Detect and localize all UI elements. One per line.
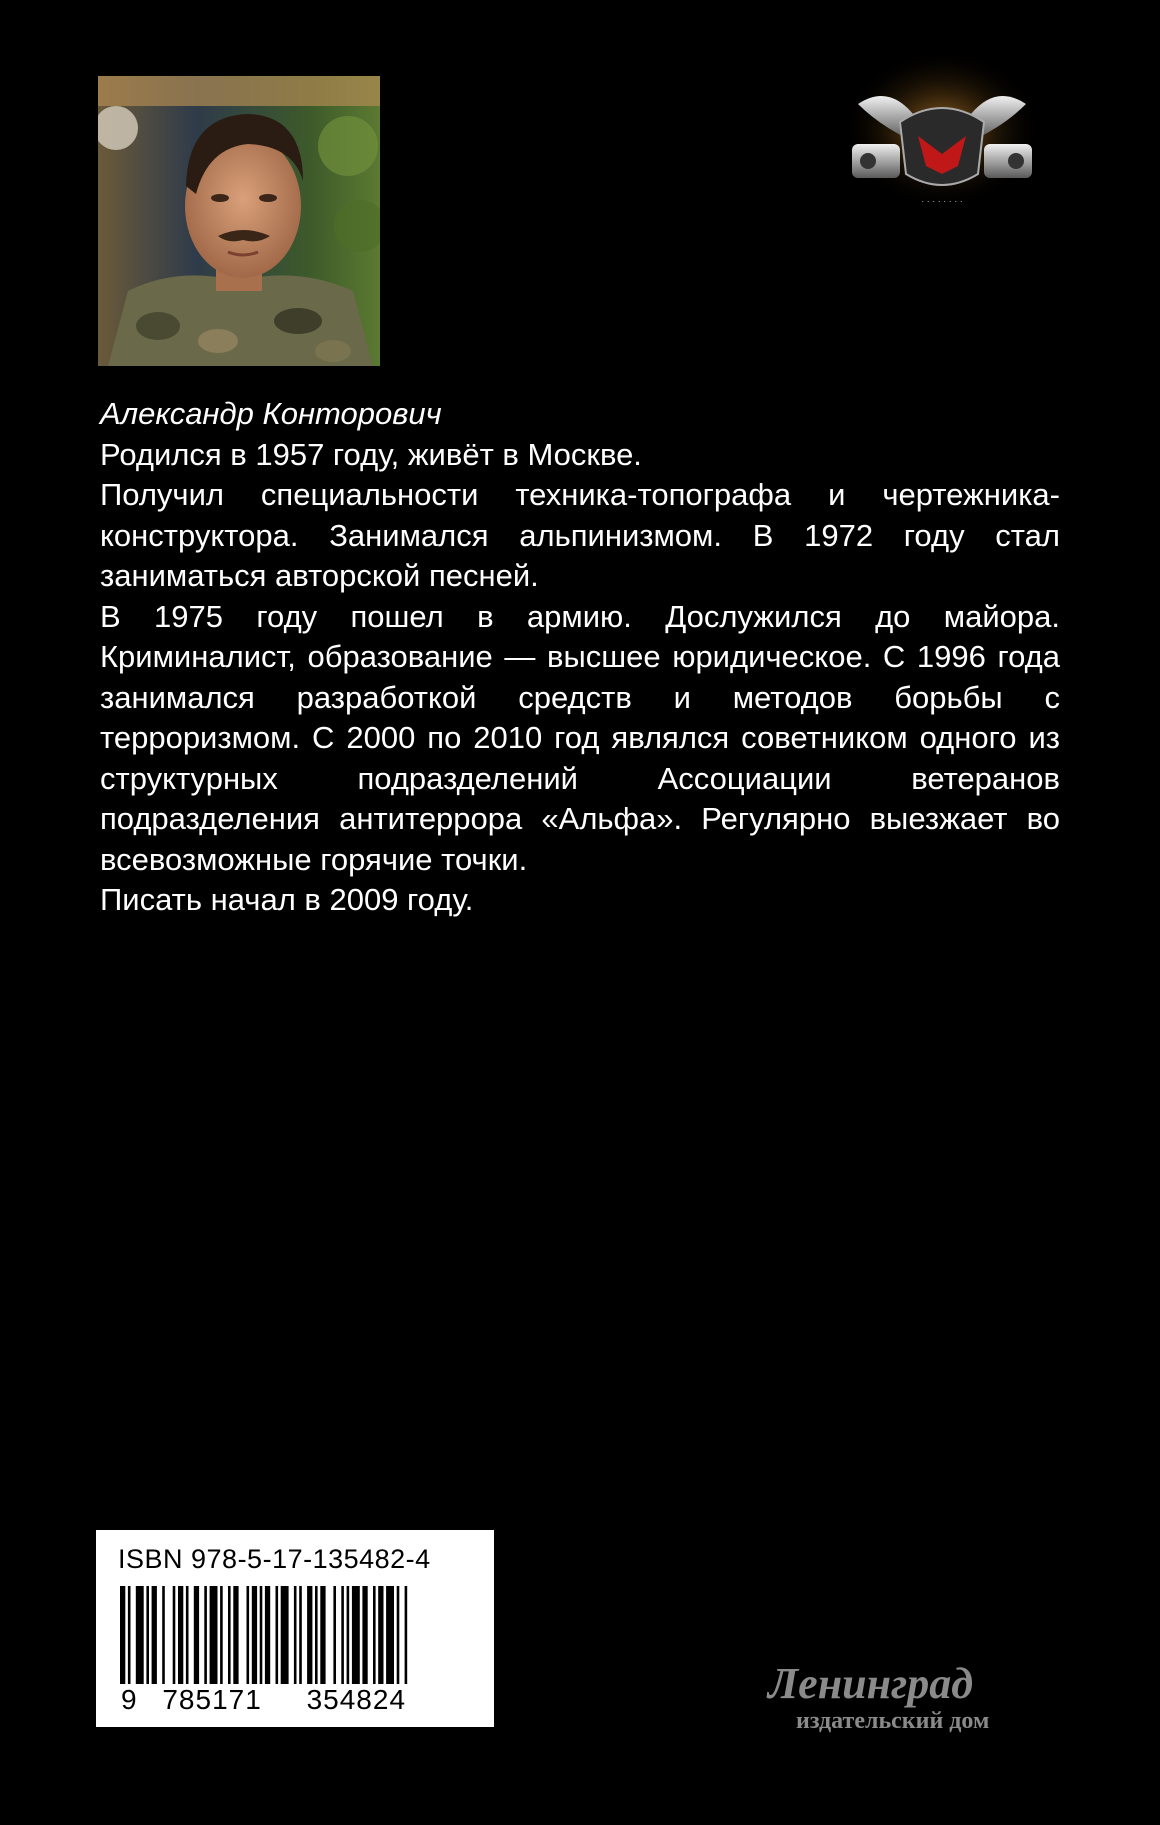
barcode-digits-left: 785171 bbox=[159, 1684, 264, 1715]
barcode-bar bbox=[228, 1586, 231, 1696]
publisher-logo bbox=[760, 1656, 1050, 1738]
barcode-bar bbox=[173, 1586, 176, 1696]
barcode-digit-first: 9 bbox=[118, 1684, 141, 1715]
bio-paragraph: В 1975 году пошел в армию. Дослужился до майора. Криминалист, образование — высшее юридическое. С 1996 года занимался разработкой средств и методов борьбы с терроризмом. С 2000 по 2010 год являлся советником одного из структурных подразделений Ассоциации ветеранов подразделения антитеррора «Альфа». Регулярно выезжает во всевозможные горячие точки. bbox=[100, 598, 1060, 877]
barcode-bar bbox=[247, 1586, 250, 1696]
svg-text:· · · · · · · ·: · · · · · · · · bbox=[921, 196, 963, 206]
barcode-bar bbox=[281, 1586, 289, 1696]
barcode-bar bbox=[405, 1586, 408, 1696]
barcode-bar bbox=[397, 1586, 400, 1696]
barcode-bar bbox=[333, 1586, 336, 1696]
barcode-bar bbox=[120, 1586, 125, 1696]
barcode-bar bbox=[373, 1586, 376, 1696]
isbn-number: ISBN 978-5-17-135482-4 bbox=[118, 1544, 431, 1574]
author-photo bbox=[98, 76, 380, 366]
barcode-bar bbox=[252, 1586, 257, 1696]
barcode-bar bbox=[128, 1586, 131, 1696]
barcode-bar bbox=[204, 1586, 207, 1696]
barcode-bar bbox=[276, 1586, 279, 1696]
isbn-barcode bbox=[96, 1530, 494, 1727]
barcode-bar bbox=[146, 1586, 149, 1696]
barcode-bar bbox=[162, 1586, 165, 1696]
bio-paragraph: Получил специальности техника-топографа и чертежника-конструктора. Занимался альпинизмом. В 1972 году стал заниматься авторской песней. bbox=[100, 477, 1060, 593]
series-emblem-logo bbox=[838, 44, 1046, 214]
barcode-bar bbox=[362, 1586, 367, 1696]
barcode-bar bbox=[386, 1586, 394, 1696]
barcode-bar bbox=[136, 1586, 144, 1696]
barcode-digits bbox=[116, 1684, 411, 1716]
author-name: Александр Конторович bbox=[100, 396, 442, 431]
barcode-bar bbox=[233, 1586, 238, 1696]
barcode-bar bbox=[307, 1586, 312, 1696]
publisher-name: Ленинград bbox=[768, 1659, 974, 1708]
author-biography bbox=[100, 394, 1060, 921]
bio-paragraph: Писать начал в 2009 году. bbox=[100, 882, 474, 917]
bio-paragraph: Родился в 1957 году, живёт в Москве. bbox=[100, 436, 642, 472]
barcode-digits-right: 354824 bbox=[304, 1684, 409, 1715]
barcode-bar bbox=[260, 1586, 263, 1696]
barcode-bar bbox=[341, 1586, 344, 1696]
barcode-bar bbox=[194, 1586, 199, 1696]
barcode-bar bbox=[186, 1586, 189, 1696]
barcode-bar bbox=[220, 1586, 223, 1696]
barcode-bar bbox=[320, 1586, 325, 1696]
barcode-bars bbox=[118, 1586, 468, 1696]
barcode-bar bbox=[299, 1586, 302, 1696]
barcode-bar bbox=[210, 1586, 218, 1696]
barcode-bar bbox=[294, 1586, 297, 1696]
barcode-bar bbox=[347, 1586, 350, 1696]
barcode-bar bbox=[265, 1586, 270, 1696]
barcode-bar bbox=[315, 1586, 318, 1696]
barcode-bar bbox=[152, 1586, 157, 1696]
publisher-subtitle: издательский дом bbox=[796, 1708, 990, 1734]
barcode-bar bbox=[378, 1586, 383, 1696]
barcode-bar bbox=[352, 1586, 360, 1696]
barcode-bar bbox=[178, 1586, 183, 1696]
